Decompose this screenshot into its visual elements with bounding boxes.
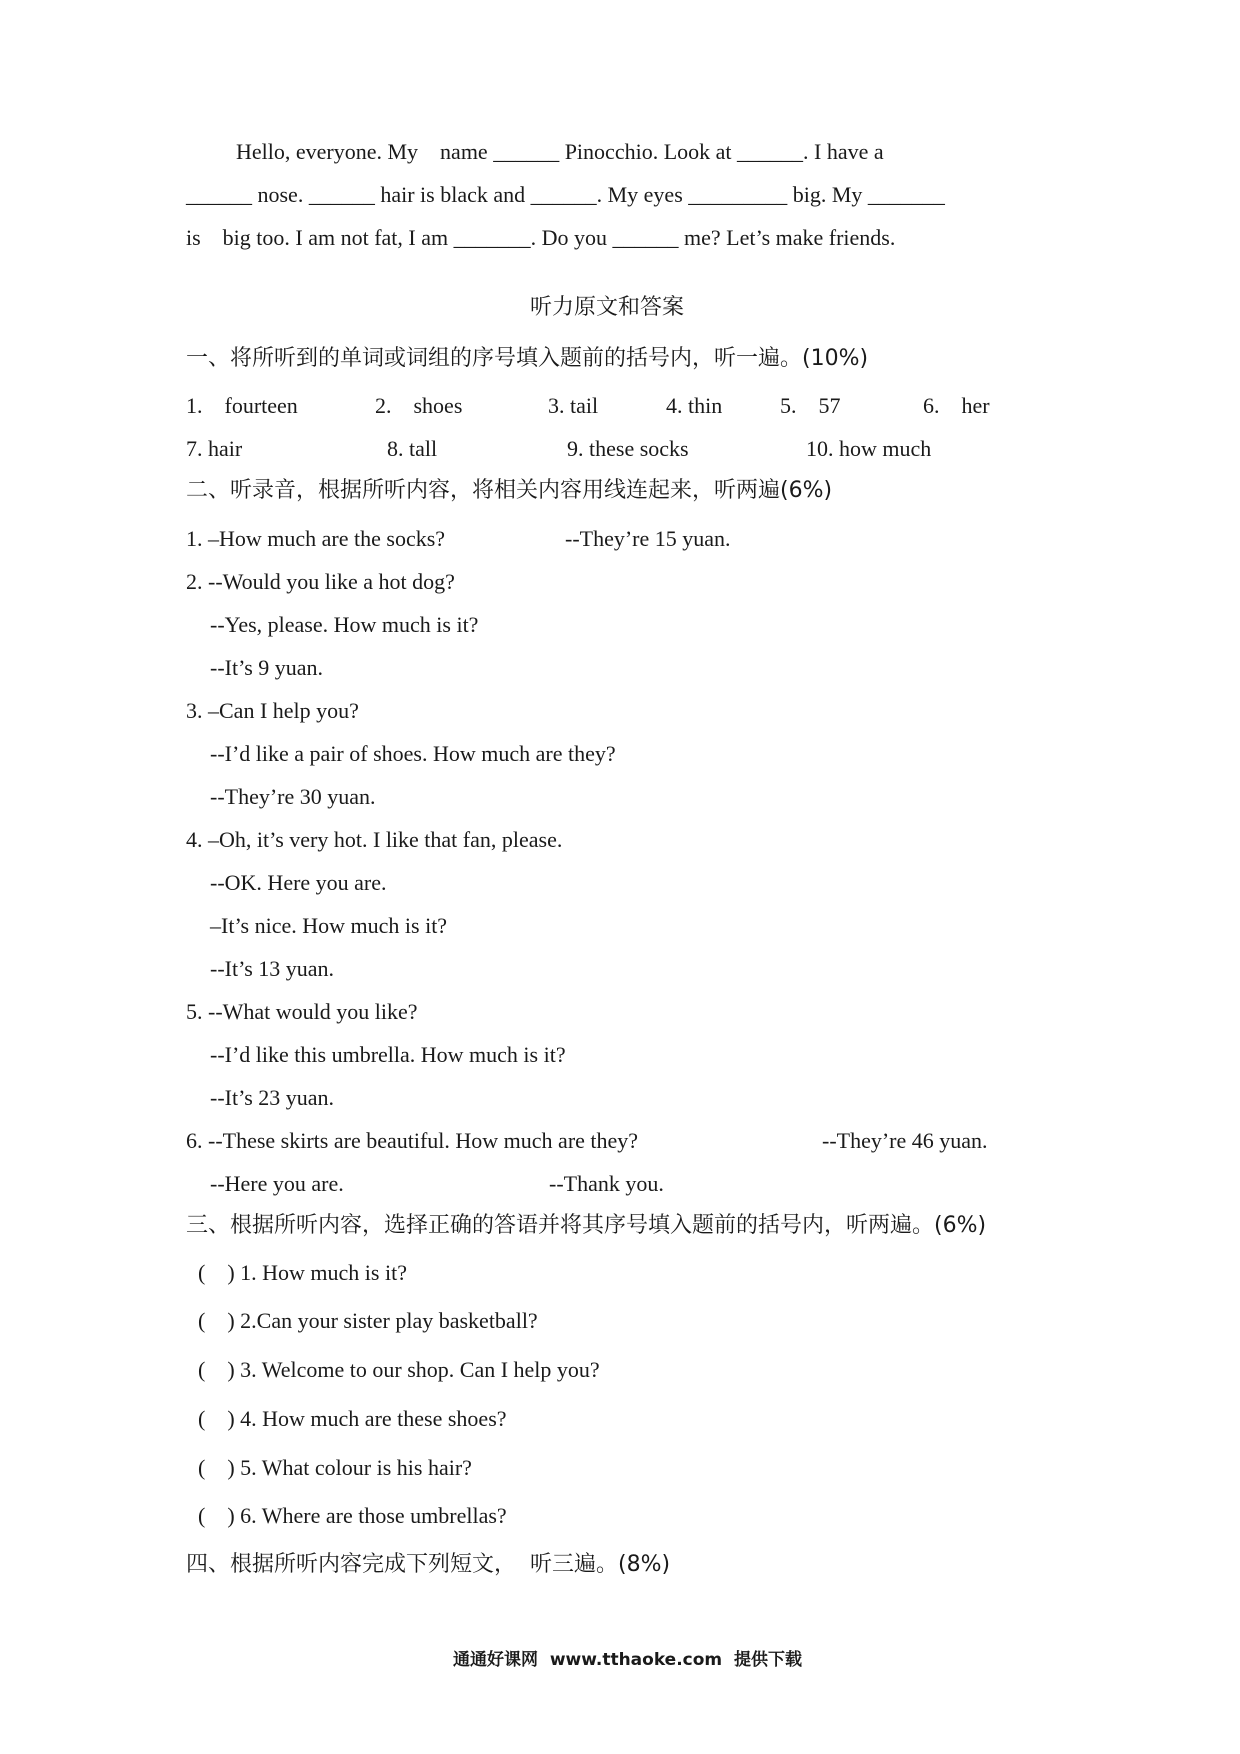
choice-item-3: ( ) 3. Welcome to our shop. Can I help you?: [198, 1357, 600, 1382]
passage-line-2: ______ nose. ______ hair is black and ______. My eyes _________ big. My _______: [186, 182, 945, 207]
dialogue-4-line-4: --It’s 13 yuan.: [210, 956, 335, 981]
dialogue-5-line-3: --It’s 23 yuan.: [210, 1085, 335, 1110]
word-item-5: 5. 57: [780, 393, 841, 418]
page-title: 听力原文和答案: [530, 295, 685, 320]
word-item-3: 3. tail: [548, 393, 599, 418]
word-item-2: 2. shoes: [375, 393, 463, 418]
word-item-7: 7. hair: [186, 436, 243, 461]
dialogue-2-line-2: --Yes, please. How much is it?: [210, 612, 479, 637]
dialogue-6-question: 6. --These skirts are beautiful. How much are they?: [186, 1128, 639, 1153]
choice-item-1: ( ) 1. How much is it?: [198, 1260, 407, 1285]
dialogue-3-line-2: --I’d like a pair of shoes. How much are they?: [210, 741, 616, 766]
dialogue-1-answer: --They’re 15 yuan.: [565, 526, 731, 551]
dialogue-2-line-1: 2. --Would you like a hot dog?: [186, 569, 455, 594]
choice-item-2: ( ) 2.Can your sister play basketball?: [198, 1308, 538, 1333]
dialogue-6-line-2b: --Thank you.: [549, 1171, 664, 1196]
dialogue-3-line-3: --They’re 30 yuan.: [210, 784, 376, 809]
footer-download-credit: 通通好课网 www.tthaoke.com 提供下载: [453, 1650, 802, 1670]
word-item-9: 9. these socks: [567, 436, 689, 461]
word-item-1: 1. fourteen: [186, 393, 298, 418]
word-item-8: 8. tall: [387, 436, 438, 461]
dialogue-3-line-1: 3. –Can I help you?: [186, 698, 359, 723]
dialogue-4-line-1: 4. –Oh, it’s very hot. I like that fan, please.: [186, 827, 563, 852]
word-item-10: 10. how much: [806, 436, 932, 461]
choice-item-5: ( ) 5. What colour is his hair?: [198, 1455, 472, 1480]
word-item-6: 6. her: [923, 393, 990, 418]
section-3-heading: 三、根据所听内容，选择正确的答语并将其序号填入题前的括号内，听两遍。(6%): [186, 1213, 987, 1238]
passage-line-3: is big too. I am not fat, I am _______. Do you ______ me? Let’s make friends.: [186, 225, 896, 250]
section-2-heading: 二、听录音，根据所听内容，将相关内容用线连起来，听两遍(6%): [186, 478, 833, 503]
passage-line-1: Hello, everyone. My name ______ Pinocchio. Look at ______. I have a: [236, 139, 884, 164]
dialogue-6-line-2a: --Here you are.: [210, 1171, 344, 1196]
dialogue-2-line-3: --It’s 9 yuan.: [210, 655, 324, 680]
dialogue-5-line-1: 5. --What would you like?: [186, 999, 418, 1024]
section-1-heading: 一、将所听到的单词或词组的序号填入题前的括号内，听一遍。(10%): [186, 346, 869, 371]
section-4-heading: 四、根据所听内容完成下列短文， 听三遍。(8%): [186, 1552, 671, 1577]
dialogue-1-question: 1. –How much are the socks?: [186, 526, 446, 551]
word-item-4: 4. thin: [666, 393, 723, 418]
dialogue-6-answer: --They’re 46 yuan.: [822, 1128, 988, 1153]
dialogue-4-line-3: –It’s nice. How much is it?: [210, 913, 448, 938]
choice-item-6: ( ) 6. Where are those umbrellas?: [198, 1503, 507, 1528]
dialogue-4-line-2: --OK. Here you are.: [210, 870, 387, 895]
dialogue-5-line-2: --I’d like this umbrella. How much is it?: [210, 1042, 566, 1067]
choice-item-4: ( ) 4. How much are these shoes?: [198, 1406, 507, 1431]
